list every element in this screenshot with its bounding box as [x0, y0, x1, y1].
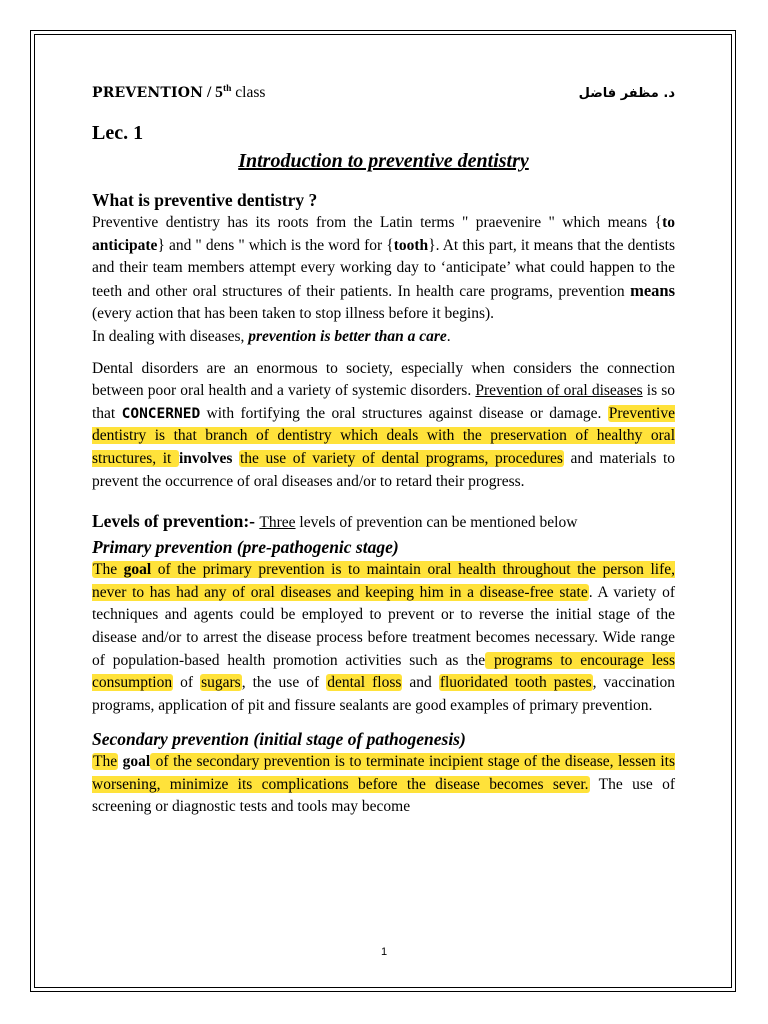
heading-levels: [92, 509, 675, 535]
class-superscript: th: [222, 84, 232, 94]
bold-run: goal: [123, 561, 152, 579]
text-run: Preventive dentistry has its roots from the Latin terms " praevenire " which means {: [92, 214, 663, 231]
text-run: of: [173, 674, 201, 692]
text-run: , the use of: [241, 674, 327, 692]
bold-run: involves: [178, 449, 233, 467]
text-run: In dealing with diseases,: [92, 327, 249, 345]
highlight-run: fluoridated tooth pastes: [439, 674, 592, 692]
levels-heading-text: Levels of prevention:-: [92, 511, 255, 532]
text-run: }. At this part, it means that the dentists and their team members attempt every working day to ‘anticipate’ what could happen to the teeth and other oral structures of their patients. In health care programs, prevention: [92, 236, 675, 300]
text-run: (every action that has been taken to stop illness before it begins).: [92, 305, 495, 323]
document-title: Introduction to preventive dentistry: [238, 150, 529, 172]
text-run: .: [446, 327, 451, 345]
text-run: } and " dens " which is the word for {: [157, 236, 394, 254]
course-label: [92, 84, 265, 102]
text-run: Dental disorders are an enormous to society, especially when considers the connection between poor oral health and a variety of systemic disorders.: [92, 359, 675, 400]
text-run: is so that: [92, 382, 675, 422]
text-run: The use of screening or diagnostic tests and tools may become: [92, 775, 675, 816]
text-run: and: [402, 674, 439, 692]
lecture-number: Lec. 1: [92, 122, 144, 144]
bold-run: means: [630, 280, 675, 300]
text-run: with fortifying the oral structures against disease or damage.: [200, 404, 608, 422]
text-run: . A variety of techniques and agents could be employed to prevent or to reverse the initial stage of the disease and/or to arrest the disease process before treatment becomes necessary. Wide range of population-based health promotion activities such as the: [92, 583, 675, 669]
bold-run: goal: [122, 753, 151, 771]
heading-primary: Primary prevention (pre-pathogenic stage): [92, 537, 399, 558]
heading-secondary: Secondary prevention (initial stage of pathogenesis): [92, 729, 466, 750]
highlight-run: sugars: [201, 674, 241, 692]
class-suffix: class: [231, 84, 266, 102]
highlight-run: [92, 561, 675, 601]
bold-italic-run: prevention is better than a care: [248, 327, 447, 345]
levels-three: Three: [259, 514, 296, 532]
page-number: 1: [380, 946, 388, 958]
bold-run: tooth: [393, 236, 429, 254]
highlight-run: programs to encourage less consumption: [92, 651, 675, 692]
heading-what-is: What is preventive dentistry ?: [92, 190, 318, 210]
levels-rest: levels of prevention can be mentioned below: [295, 514, 578, 532]
document-body: [92, 84, 675, 819]
text-run: The: [93, 561, 124, 579]
emphasis-run: CONCERNED: [121, 405, 201, 422]
text-run: , vaccination programs, application of pit and fissure sealants are good examples of primary prevention.: [92, 674, 675, 714]
underlined-run: Prevention of oral diseases: [475, 382, 643, 400]
document-header: [92, 84, 675, 110]
paragraph-primary: [92, 559, 675, 717]
paragraph-secondary: [92, 751, 675, 819]
course-name: PREVENTION: [92, 85, 204, 102]
highlight-run: The: [93, 753, 118, 771]
text-run: and materials to prevent the occurrence of oral diseases and/or to retard their progress.: [92, 449, 676, 490]
highlight-run: dental floss: [327, 674, 402, 692]
paragraph-motto: [92, 326, 675, 349]
text-run: of the primary prevention is to maintain oral health throughout the person life, never to has had any of oral diseases and keeping him in a disease-free state: [92, 561, 675, 601]
highlight-run: Preventive dentistry is that branch of dentistry which deals with the preservation of healthy oral structures, it: [92, 404, 675, 467]
bold-run: to anticipate: [92, 214, 675, 254]
paragraph-dental-disorders: [92, 358, 675, 494]
highlight-run: of the secondary prevention is to terminate incipient stage of the disease, lessen its worsening, minimize its complications before the disease becomes sever.: [92, 753, 675, 793]
author-name: د. مظفر فاضل: [578, 86, 675, 102]
highlight-run: the use of variety of dental programs, procedures: [239, 449, 563, 467]
paragraph-definition: [92, 212, 675, 326]
class-prefix: / 5: [203, 84, 223, 102]
